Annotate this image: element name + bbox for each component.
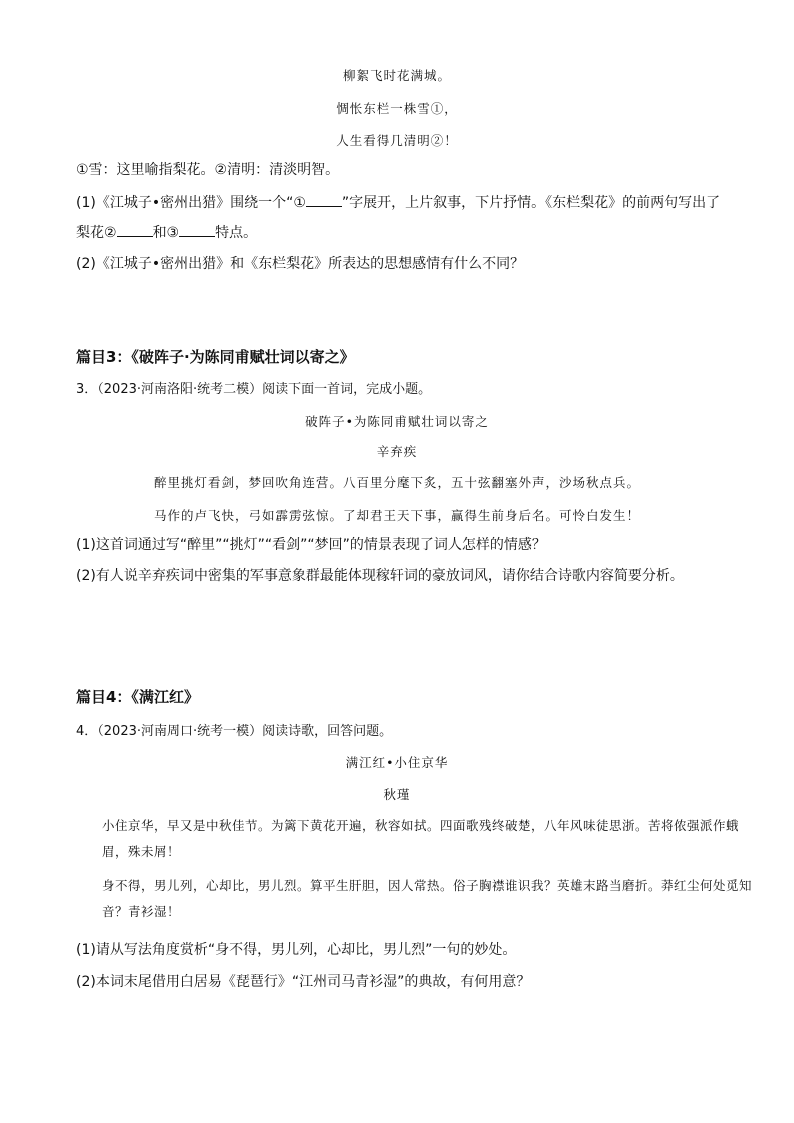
answer-blank-2[interactable] (117, 222, 153, 237)
question-2-1-text-b: ”字展开，上片叙事，下片抒情。《东栏梨花》的前两句写出了 (341, 195, 721, 211)
question-3-2: (2)有人说辛弃疾词中密集的军事意象群最能体现稼轩词的豪放词风，请你结合诗歌内容简要分析。 (76, 568, 684, 584)
poem-3-author: 辛弃疾 (376, 444, 418, 459)
poem-3-line-2: 马作的卢飞快，弓如霹雳弦惊。了却君王天下事，赢得生前身后名。可怜白发生！ (153, 508, 640, 523)
answer-blank-3[interactable] (179, 222, 215, 237)
question-2-2: (2)《江城子•密州出猎》和《东栏梨花》所表达的思想感情有什么不同？ (76, 256, 525, 272)
poem-4-author: 秋瑾 (383, 787, 411, 802)
poem-3-title: 破阵子•为陈同甫赋壮词以寄之 (305, 414, 489, 429)
question-2-1-cont (76, 222, 726, 243)
section-4-heading: 篇目4：《满江红》 (76, 688, 199, 706)
question-3-1: (1)这首词通过写“醉里”“挑灯”“看剑”“梦回”的情景表现了词人怎样的情感？ (76, 537, 546, 553)
poem-line-3: 人生看得几清明②！ (336, 133, 458, 148)
annotation-note: ①雪：这里喻指梨花。②清明：清淡明智。 (76, 162, 340, 178)
question-4-2: (2)本词末尾借用白居易《琵琶行》“江州司马青衫湿”的典故，有何用意？ (76, 974, 531, 990)
section-3-meta: 3．（2023·河南洛阳·统考二模）阅读下面一首词，完成小题。 (76, 382, 432, 397)
poem-4-title: 满江红•小住京华 (345, 755, 449, 770)
question-4-1: (1)请从写法角度赏析“身不得，男儿列，心却比，男儿烈”一句的妙处。 (76, 942, 517, 958)
question-2-1 (76, 192, 726, 213)
section-4-meta: 4．（2023·河南周口·统考一模）阅读诗歌，回答问题。 (76, 724, 393, 739)
question-2-1-text-e: 特点。 (215, 225, 258, 241)
poem-3-line-1: 醉里挑灯看剑，梦回吹角连营。八百里分麾下炙，五十弦翻塞外声，沙场秋点兵。 (153, 475, 640, 490)
poem-4-stanza-2: 身不得，男儿列，心却比，男儿烈。算平生肝胆，因人常热。俗子胸襟谁识我？英雄末路当磨折。莽红尘何处觅知音？青衫湿！ (102, 878, 753, 919)
section-3-heading: 篇目3：《破阵子·为陈同甫赋壮词以寄之》 (76, 348, 355, 366)
poem-line-2: 惆怅东栏一株雪①， (336, 101, 458, 116)
poem-line-1: 柳絮飞时花满城。 (342, 68, 451, 83)
question-2-1-text-d: 和③ (152, 225, 180, 241)
poem-4-stanza-1: 小住京华，早又是中秋佳节。为篱下黄花开遍，秋容如拭。四面歌残终破楚，八年风味徒思浙。苦将侬强派作蛾眉，殊未屑！ (102, 818, 740, 859)
question-2-1-text-a: (1)《江城子•密州出猎》围绕一个“① (76, 195, 306, 211)
question-2-1-text-c: 梨花② (76, 225, 117, 241)
answer-blank-1[interactable] (306, 192, 342, 207)
